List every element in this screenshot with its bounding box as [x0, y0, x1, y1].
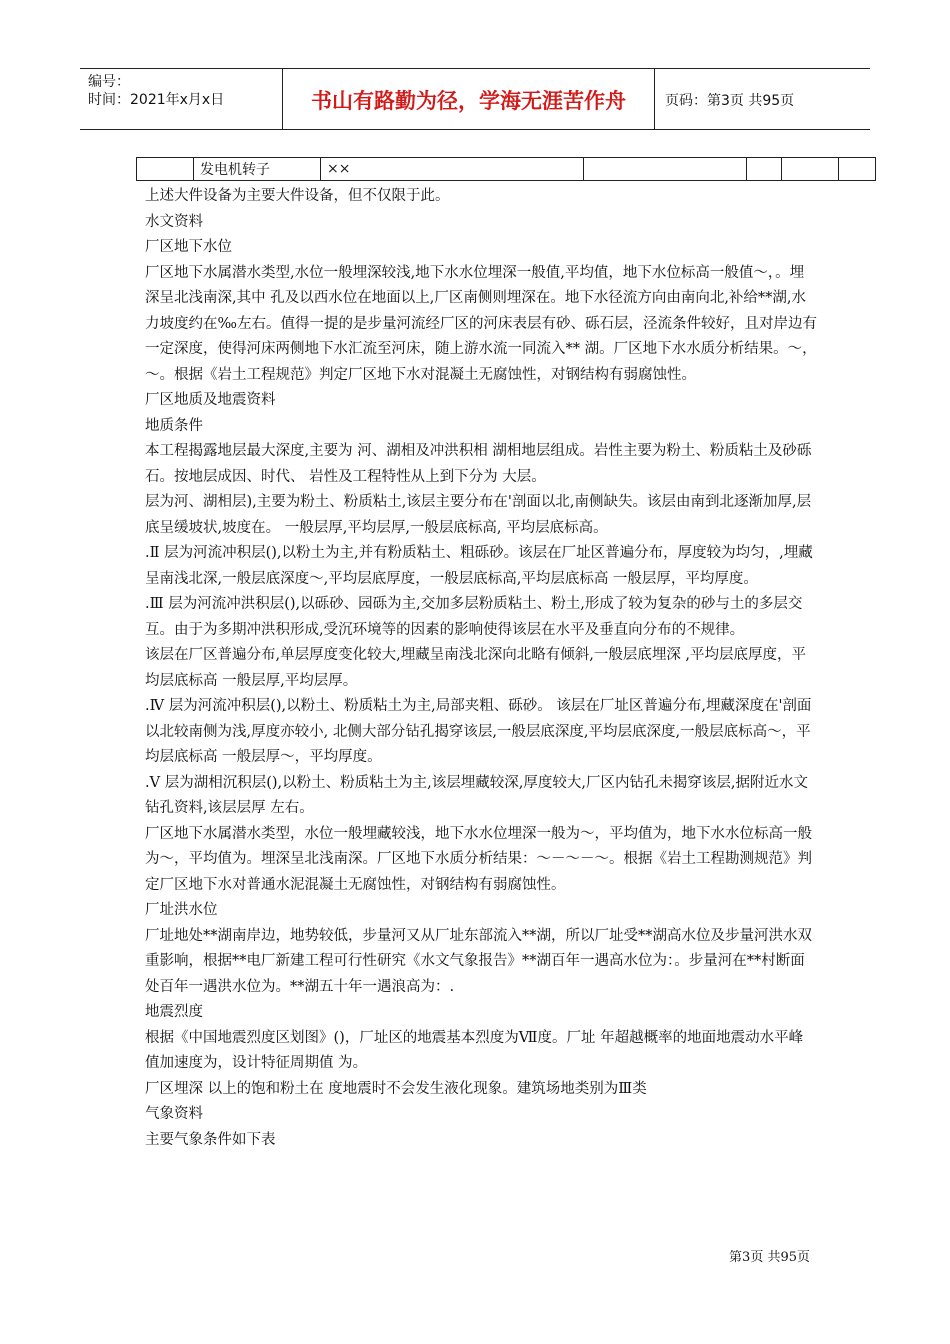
paragraph: 厂区地下水属潜水类型,水位一般埋深较浅,地下水水位埋深一般值,平均值，地下水位标高一般值～，。埋深呈北浅南深,其中 孔及以西水位在地面以上,厂区南侧则埋深在。地下水径流方向由南向北,补给**湖,水力坡度约在‰左右。值得一提的是步量河流经厂区的河床表层有砂、砾石层，泾流条件较好，且对岸边有一定深度，使得河床两侧地下水汇流至河床，随上游水流一同流入** 湖。厂区地下水水质分析结果。～， ～。根据《岩土工程规范》判定厂区地下水对混凝土无腐蚀性，对钢结构有弱腐蚀性。: [145, 264, 817, 383]
section-heading: 水文资料: [145, 213, 203, 230]
paragraph: 根据《中国地震烈度区划图》()，厂址区的地震基本烈度为Ⅶ度。厂址 年超越概率的地面地震动水平峰值加速度为，设计特征周期值 为。: [145, 1029, 804, 1071]
header-page-label: 页码：第3页 共95页: [665, 93, 795, 109]
paragraph: .Ⅴ 层为湖相沉积层(),以粉土、粉质粘土为主,该层埋藏较深,厚度较大,厂区内钻孔未揭穿该层,据附近水文钻孔资料,该层层厚 左右。: [145, 774, 809, 816]
section-heading: 厂区地下水位: [145, 239, 232, 255]
equipment-table: [136, 157, 876, 181]
table-cell: 发电机转子: [194, 158, 321, 181]
table-cell: [782, 158, 839, 181]
paragraph: 本工程揭露地层最大深度,主要为 河、湖相及冲洪积相 湖相地层组成。岩性主要为粉土、粉质粘土及砂砾石。按地层成因、时代、 岩性及工程特性从上到下分为 大层。: [145, 443, 812, 485]
document-body: [145, 184, 817, 1153]
table-row: [137, 158, 876, 181]
section-heading: 地震烈度: [145, 1004, 203, 1020]
paragraph: .Ⅳ 层为河流冲积层(),以粉土、粉质粘土为主,局部夹粗、砾砂。 该层在厂址区普遍分布,埋藏深度在'剖面以北较南侧为浅,厚度亦较小, 北侧大部分钻孔揭穿该层,一般层底深度,平均层底深度,一般层底标高～，平均层底标高 一般层厚～，平均厚度。: [145, 698, 812, 765]
table-cell: ××: [321, 158, 584, 181]
header-meta: [88, 73, 224, 109]
table-cell: [839, 158, 876, 181]
section-heading: 气象资料: [145, 1106, 203, 1122]
table-cell: [137, 158, 194, 181]
header-motto: 书山有路勤为径，学海无涯苦作舟: [311, 89, 626, 113]
time-label: 时间：2021年x月x日: [88, 92, 225, 108]
section-heading: 厂区地质及地震资料: [145, 392, 276, 408]
paragraph: 该层在厂区普遍分布,单层厚度变化较大,埋藏呈南浅北深向北略有倾斜,一般层底埋深 ,平均层底厚度，平均层底标高 一般层厚,平均层厚。: [145, 647, 807, 689]
table-cell: [584, 158, 747, 181]
paragraph: 厂区埋深 以上的饱和粉土在 度地震时不会发生液化现象。建筑场地类别为Ⅲ类: [145, 1080, 647, 1097]
paragraph: 厂区地下水属潜水类型，水位一般埋藏较浅，地下水水位埋深一般为～，平均值为，地下水水位标高一般为～，平均值为。埋深呈北浅南深。厂区地下水质分析结果：～－～－～。根据《岩土工程勘测规范》判定厂区地下水对普通水泥混凝土无腐蚀性，对钢结构有弱腐蚀性。: [145, 825, 812, 893]
page-header: [80, 68, 870, 130]
paragraph: 厂址地处**湖南岸边，地势较低，步量河又从厂址东部流入**湖，所以厂址受**湖高水位及步量河洪水双重影响，根据**电厂新建工程可行性研究《水文气象报告》**湖百年一遇高水位为：。步量河在**村断面处百年一遇洪水位为。**湖五十年一遇浪高为：.: [145, 927, 812, 995]
paragraph: 上述大件设备为主要大件设备，但不仅限于此。: [145, 188, 450, 204]
paragraph: 层为河、湖相层),主要为粉土、粉质粘土,该层主要分布在'剖面以北,南侧缺失。该层由南到北逐渐加厚,层底呈缓坡状,坡度在。 一般层厚,平均层厚,一般层底标高, 平均层底标高。: [145, 494, 812, 536]
section-heading: 厂址洪水位: [145, 902, 218, 918]
paragraph: 主要气象条件如下表: [145, 1131, 276, 1148]
paragraph: .Ⅱ 层为河流冲积层(),以粉土为主,并有粉质粘土、粗砾砂。该层在厂址区普遍分布，厚度较为均匀，,埋藏呈南浅北深,一般层底深度～,平均层底厚度，一般层底标高,平均层底标高 一般层厚，平均厚度。: [145, 545, 813, 587]
page-footer: 第3页 共95页: [729, 1250, 810, 1265]
paragraph: .Ⅲ 层为河流冲洪积层(),以砾砂、园砾为主,交加多层粉质粘土、粉土,形成了较为复杂的砂与土的多层交互。由于为多期冲洪积形成,受沉环境等的因素的影响使得该层在水平及垂直向分布的不规律。: [145, 596, 803, 638]
header-divider: [654, 69, 655, 129]
table-cell: [747, 158, 782, 181]
section-heading: 地质条件: [145, 417, 203, 434]
number-label: 编号：: [88, 74, 130, 90]
